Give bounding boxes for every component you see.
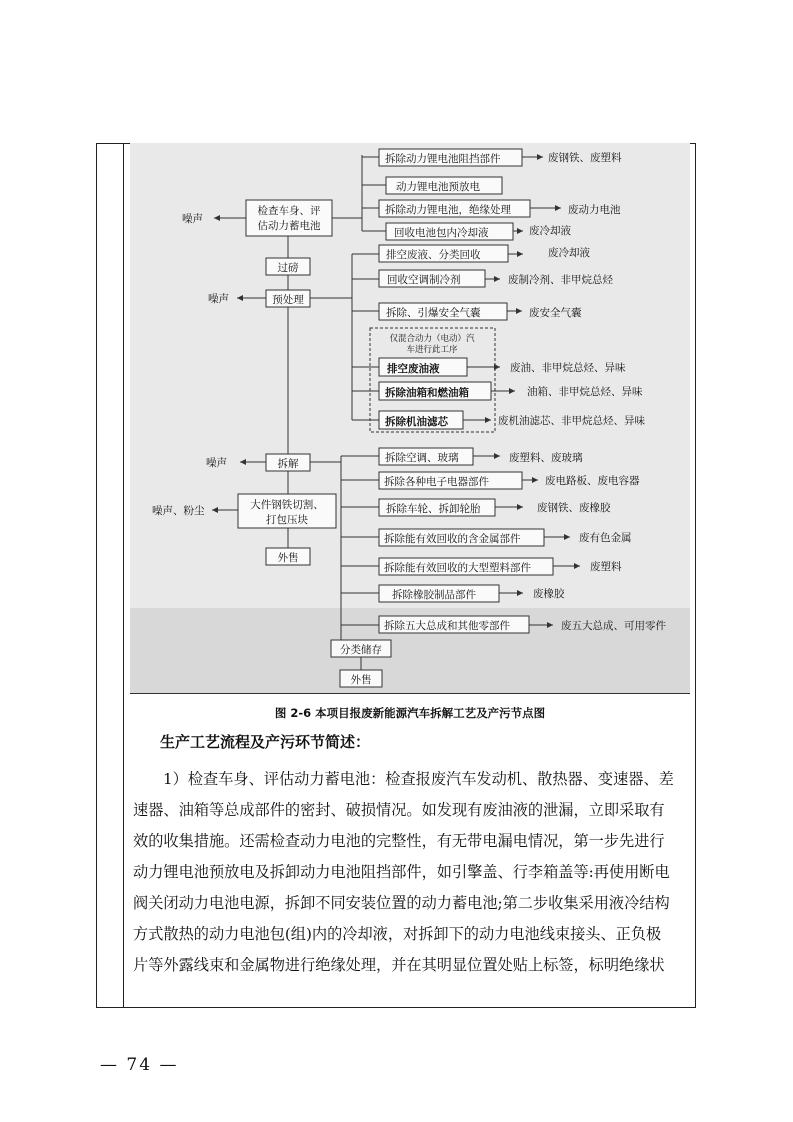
pre-output-1: 废冷却液 bbox=[548, 247, 590, 259]
dis-step-1: 拆除空调、玻璃 bbox=[385, 452, 459, 464]
top-step-3: 拆除动力锂电池，绝缘处理 bbox=[385, 204, 511, 216]
dis-output-4: 废有色金属 bbox=[579, 532, 632, 544]
paragraph-line: 方式散热的动力电池包(组)内的冷却液，对拆卸下的动力电池线束接头、正负极 bbox=[133, 925, 662, 943]
check-box-line-1: 检查车身、评 bbox=[257, 205, 321, 217]
pretreat-box: 预处理 bbox=[272, 294, 304, 306]
paragraph-line: 片等外露线束和金属物进行绝缘处理，并在其明显位置处贴上标签，标明绝缘状 bbox=[133, 956, 665, 974]
top-step-1: 拆除动力锂电池阻挡部件 bbox=[385, 153, 501, 165]
dismantle-box: 拆解 bbox=[277, 458, 299, 470]
dis-output-2: 废电路板、废电容器 bbox=[545, 475, 640, 487]
dis-output-6: 废橡胶 bbox=[533, 588, 565, 600]
section-title: 生产工艺流程及产污环节简述： bbox=[160, 733, 371, 751]
paragraph-line: 动力锂电池预放电及拆卸动力电池阻挡部件，如引擎盖、行李箱盖等:再使用断电 bbox=[133, 863, 670, 881]
paragraph-line: 速器、油箱等总成部件的密封、破损情况。如发现有废油液的泄漏，立即采取有 bbox=[133, 801, 665, 819]
classify-box: 分类储存 bbox=[340, 644, 382, 656]
figure-caption: 图 2-6 本项目报废新能源汽车拆解工艺及产污节点图 bbox=[274, 706, 546, 720]
dis-output-5: 废塑料 bbox=[590, 561, 622, 573]
top-output-3: 废动力电池 bbox=[568, 204, 621, 216]
pre-output-2: 废制冷剂、非甲烷总烃 bbox=[508, 274, 613, 286]
dis-step-3: 拆除车轮、拆卸轮胎 bbox=[386, 503, 481, 515]
pre-output-3: 废安全气囊 bbox=[529, 307, 582, 319]
hybrid-output-2: 油箱、非甲烷总烃、异味 bbox=[527, 386, 643, 398]
check-box-line-2: 估动力蓄电池 bbox=[257, 220, 321, 232]
top-output-1: 废钢铁、废塑料 bbox=[548, 152, 622, 164]
paragraph-line: 1）检查车身、评估动力蓄电池：检查报废汽车发动机、散热器、变速器、差 bbox=[163, 770, 674, 788]
paragraph-line: 阀关闭动力电池电源，拆卸不同安装位置的动力蓄电池;第二步收集采用液冷结构 bbox=[133, 894, 670, 912]
top-step-2: 动力锂电池预放电 bbox=[396, 181, 480, 193]
body-paragraph bbox=[133, 764, 688, 981]
sell-box-2: 外售 bbox=[350, 674, 372, 686]
cut-box-line-2: 打包压块 bbox=[266, 514, 308, 526]
hybrid-step-1: 排空废油液 bbox=[387, 363, 440, 375]
dis-output-1: 废塑料、废玻璃 bbox=[509, 452, 583, 464]
top-step-4: 回收电池包内冷却液 bbox=[394, 227, 489, 239]
hybrid-output-3: 废机油滤芯、非甲烷总烃、异味 bbox=[498, 415, 645, 427]
pre-step-2: 回收空调制冷剂 bbox=[387, 274, 461, 286]
noise-label-3: 噪声 bbox=[206, 457, 227, 469]
dis-output-7: 废五大总成、可用零件 bbox=[561, 620, 666, 632]
weigh-box: 过磅 bbox=[277, 262, 299, 274]
top-output-4: 废冷却液 bbox=[529, 225, 571, 237]
dis-step-2: 拆除各种电子电器部件 bbox=[384, 476, 489, 488]
hybrid-step-2: 拆除油箱和燃油箱 bbox=[385, 387, 469, 399]
hybrid-step-3: 拆除机油滤芯 bbox=[385, 416, 448, 428]
pre-step-1: 排空废液、分类回收 bbox=[386, 249, 481, 261]
dis-step-6: 拆除橡胶制品部件 bbox=[392, 589, 476, 601]
pre-step-3: 拆除、引爆安全气囊 bbox=[386, 307, 481, 319]
noise-label-2: 噪声 bbox=[208, 293, 229, 305]
dis-step-4: 拆除能有效回收的含金属部件 bbox=[384, 533, 521, 545]
noise-dust-label: 噪声、粉尘 bbox=[152, 505, 205, 517]
paragraph-line: 效的收集措施。还需检查动力电池的完整性，有无带电漏电情况，第一步先进行 bbox=[133, 832, 665, 850]
dis-step-5: 拆除能有效回收的大型塑料部件 bbox=[384, 562, 531, 574]
dis-output-3: 废钢铁、废橡胶 bbox=[537, 502, 611, 514]
cut-box-line-1: 大件钢铁切割、 bbox=[250, 499, 324, 511]
hybrid-note-2: 车进行此工序 bbox=[406, 345, 458, 355]
dis-step-7: 拆除五大总成和其他零部件 bbox=[384, 620, 510, 632]
sell-box-1: 外售 bbox=[277, 552, 299, 564]
hybrid-note-1: 仅混合动力（电动）汽 bbox=[389, 334, 475, 344]
hybrid-output-1: 废油、非甲烷总烃、异味 bbox=[510, 362, 626, 374]
noise-label-1: 噪声 bbox=[182, 213, 203, 225]
page-number: — 74 — bbox=[100, 1055, 179, 1075]
